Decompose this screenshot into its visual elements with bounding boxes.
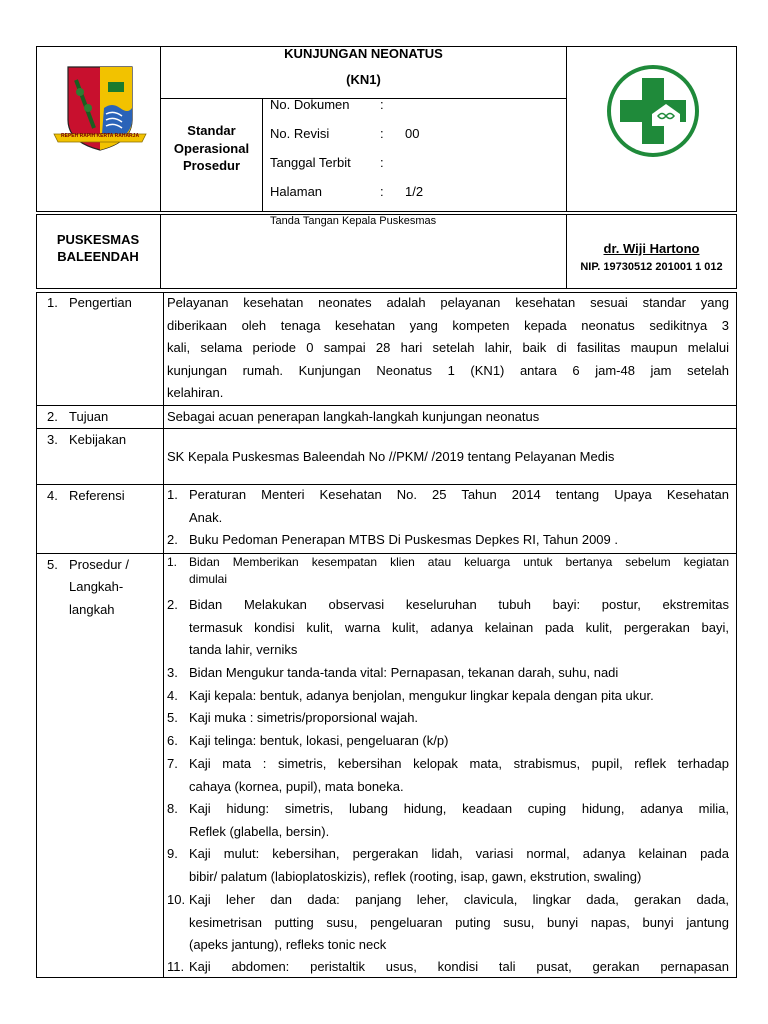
doc-field-label: No. Dokumen bbox=[270, 97, 350, 112]
tujuan-text: Sebagai acuan penerapan langkah-langkah kunjungan neonatus bbox=[167, 409, 540, 424]
section-number: 4. bbox=[47, 488, 58, 503]
signatory-name: dr. Wiji Hartono bbox=[603, 241, 700, 256]
doc-field-colon: : bbox=[380, 126, 384, 141]
section-label-line: Langkah- bbox=[69, 579, 124, 594]
section-number: 3. bbox=[47, 432, 58, 447]
doc-field-label: No. Revisi bbox=[270, 126, 330, 141]
puskesmas-name-line2: BALEENDAH bbox=[57, 249, 139, 264]
header-border-bottom bbox=[36, 211, 737, 212]
section-label: Pengertian bbox=[69, 295, 132, 310]
sop-label-line1: Standar bbox=[187, 123, 236, 138]
row-separator bbox=[36, 405, 737, 406]
body-column-divider bbox=[163, 292, 164, 978]
section-label: Tujuan bbox=[69, 409, 109, 424]
sig-border-bottom bbox=[36, 288, 737, 289]
header-border-left bbox=[36, 46, 37, 212]
sop-label-line3: Prosedur bbox=[182, 158, 241, 173]
body-border-left bbox=[36, 292, 37, 978]
doc-field-label: Halaman bbox=[270, 184, 323, 199]
row-separator bbox=[36, 428, 737, 429]
document-title-line1: KUNJUNGAN NEONATUS bbox=[284, 46, 443, 61]
referensi-item: 2. Buku Pedoman Penerapan MTBS Di Puskesmas Depkes RI, Tahun 2009 . bbox=[167, 532, 618, 547]
doc-field-value: 1/2 bbox=[405, 184, 424, 199]
section-label: Referensi bbox=[69, 488, 125, 503]
kebijakan-text: SK Kepala Puskesmas Baleendah No //PKM/ /2019 tentang Pelayanan Medis bbox=[167, 449, 615, 464]
doc-field-colon: : bbox=[380, 184, 384, 199]
body-border-right bbox=[736, 292, 737, 978]
doc-field-colon: : bbox=[380, 155, 384, 170]
pengertian-text: Pelayanan kesehatan neonates adalah pelayanan kesehatan sesuai standar yang diberikaan oleh tenaga kesehatan yang kompeten kepada neonatus sedikitnya 3 kali, selama periode 0 sampai 28 hari setelah lahir, baik di fasilitas maupun melalui kunjungan rumah. Kunjungan Neonatus 1 (KN1) antara 6 jam-48 jam setelah kelahiran. bbox=[167, 295, 729, 400]
sig-divider-left bbox=[160, 214, 161, 289]
section-number: 1. bbox=[47, 295, 58, 310]
signatory-nip: NIP. 19730512 201001 1 012 bbox=[580, 261, 723, 273]
section-label-line: Prosedur / bbox=[69, 557, 129, 572]
referensi-item: 1. Peraturan Menteri Kesehatan No. 25 Tahun 2014 tentang Upaya Kesehatan Anak. bbox=[167, 487, 729, 525]
header-border-right bbox=[736, 46, 737, 212]
crest-ribbon-text: REPEH RAPIH KERTA RAHARJA bbox=[61, 133, 140, 139]
puskesmas-name-line1: PUSKESMAS bbox=[56, 232, 140, 247]
signature-caption: Tanda Tangan Kepala Puskesmas bbox=[270, 215, 437, 227]
puskesmas-green-cross-icon bbox=[606, 64, 700, 158]
section-number: 5. bbox=[47, 557, 58, 572]
document-title-line2: (KN1) bbox=[346, 72, 381, 87]
section-label-line: langkah bbox=[69, 602, 115, 617]
doc-field-label: Tanggal Terbit bbox=[270, 155, 351, 170]
doc-field-colon: : bbox=[380, 97, 384, 112]
doc-field-value: 00 bbox=[405, 126, 420, 141]
sop-label-line2: Operasional bbox=[173, 141, 250, 156]
section-label: Kebijakan bbox=[69, 432, 127, 447]
header-title-separator bbox=[160, 98, 567, 99]
section-number: 2. bbox=[47, 409, 58, 424]
